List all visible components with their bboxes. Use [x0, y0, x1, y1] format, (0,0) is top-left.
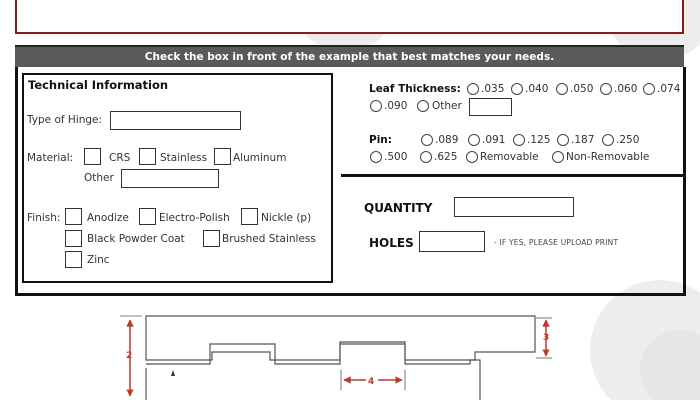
hinge-type-input[interactable] [110, 111, 241, 130]
leaf-other-input[interactable] [469, 98, 512, 116]
technical-info-heading: Technical Information [28, 78, 169, 92]
pin-091-label: .091 [482, 134, 506, 146]
finish-zinc-label: Zinc [87, 254, 110, 266]
material-label: Material: [27, 152, 74, 164]
material-other-label: Other [84, 172, 114, 184]
finish-zinc-checkbox[interactable] [65, 251, 82, 268]
pin-500-radio[interactable] [370, 151, 382, 163]
leaf-090-label: .090 [384, 100, 408, 112]
frame-border [683, 67, 686, 296]
frame-border [15, 293, 686, 296]
leaf-040-radio[interactable] [511, 83, 523, 95]
finish-brushed-stainless-label: Brushed Stainless [222, 233, 316, 245]
pin-187-radio[interactable] [557, 134, 569, 146]
pin-089-label: .089 [435, 134, 459, 146]
holes-input[interactable] [419, 231, 485, 252]
finish-black-powder-coat-label: Black Powder Coat [87, 233, 185, 245]
dim-label-3: 3 [543, 333, 550, 343]
dim-label-2: 2 [126, 351, 133, 361]
leaf-050-label: .050 [570, 83, 594, 95]
material-aluminum-checkbox[interactable] [214, 148, 231, 165]
pin-125-label: .125 [527, 134, 551, 146]
material-crs-label: CRS [109, 152, 131, 164]
frame-border [15, 67, 18, 296]
leaf-090-radio[interactable] [370, 100, 382, 112]
leaf-040-label: .040 [525, 83, 549, 95]
top-form-box [15, 0, 684, 34]
instructions-banner: Check the box in front of the example that best matches your needs. [15, 45, 684, 67]
pin-091-radio[interactable] [468, 134, 480, 146]
hinge-leaf-bottom [146, 344, 480, 400]
leaf-050-radio[interactable] [556, 83, 568, 95]
leaf-060-label: .060 [614, 83, 638, 95]
pin-089-radio[interactable] [421, 134, 433, 146]
material-stainless-checkbox[interactable] [139, 148, 156, 165]
finish-anodize-label: Anodize [87, 212, 129, 224]
leaf-other-radio[interactable] [417, 100, 429, 112]
finish-electro-polish-label: Electro-Polish [159, 212, 230, 224]
pin-625-radio[interactable] [420, 151, 432, 163]
pin-187-label: .187 [571, 134, 595, 146]
material-aluminum-label: Aluminum [233, 152, 287, 164]
finish-black-powder-coat-checkbox[interactable] [65, 230, 82, 247]
pin-label: Pin: [369, 134, 392, 146]
pin-non-removable-label: Non-Removable [566, 151, 650, 163]
finish-brushed-stainless-checkbox[interactable] [203, 230, 220, 247]
pin-250-radio[interactable] [602, 134, 614, 146]
leaf-074-label: .074 [657, 83, 681, 95]
pin-125-radio[interactable] [513, 134, 525, 146]
material-other-input[interactable] [121, 169, 219, 188]
finish-electro-polish-checkbox[interactable] [139, 208, 156, 225]
hinge-diagram [0, 300, 700, 400]
finish-nickle-checkbox[interactable] [241, 208, 258, 225]
pin-500-label: .500 [384, 151, 408, 163]
holes-label: HOLES [369, 236, 414, 250]
pin-non-removable-radio[interactable] [552, 151, 564, 163]
frame-divider [341, 174, 686, 177]
dim-label-4: 4 [368, 377, 375, 387]
quantity-label: QUANTITY [364, 201, 433, 215]
leaf-035-label: .035 [481, 83, 505, 95]
pin-625-label: .625 [434, 151, 458, 163]
pin-removable-radio[interactable] [466, 151, 478, 163]
leaf-035-radio[interactable] [467, 83, 479, 95]
finish-nickle-label: Nickle (p) [261, 212, 312, 224]
hinge-type-label: Type of Hinge: [27, 114, 103, 126]
small-arrow-icon [171, 370, 175, 376]
holes-upload-hint: - IF YES, PLEASE UPLOAD PRINT [494, 238, 619, 247]
leaf-other-label: Other [432, 100, 462, 112]
pin-removable-label: Removable [480, 151, 539, 163]
material-crs-checkbox[interactable] [84, 148, 101, 165]
leaf-074-radio[interactable] [643, 83, 655, 95]
leaf-thickness-label: Leaf Thickness: [369, 83, 461, 95]
material-stainless-label: Stainless [160, 152, 208, 164]
leaf-060-radio[interactable] [600, 83, 612, 95]
pin-250-label: .250 [616, 134, 640, 146]
finish-label: Finish: [27, 212, 61, 224]
quantity-input[interactable] [454, 197, 574, 217]
finish-anodize-checkbox[interactable] [65, 208, 82, 225]
